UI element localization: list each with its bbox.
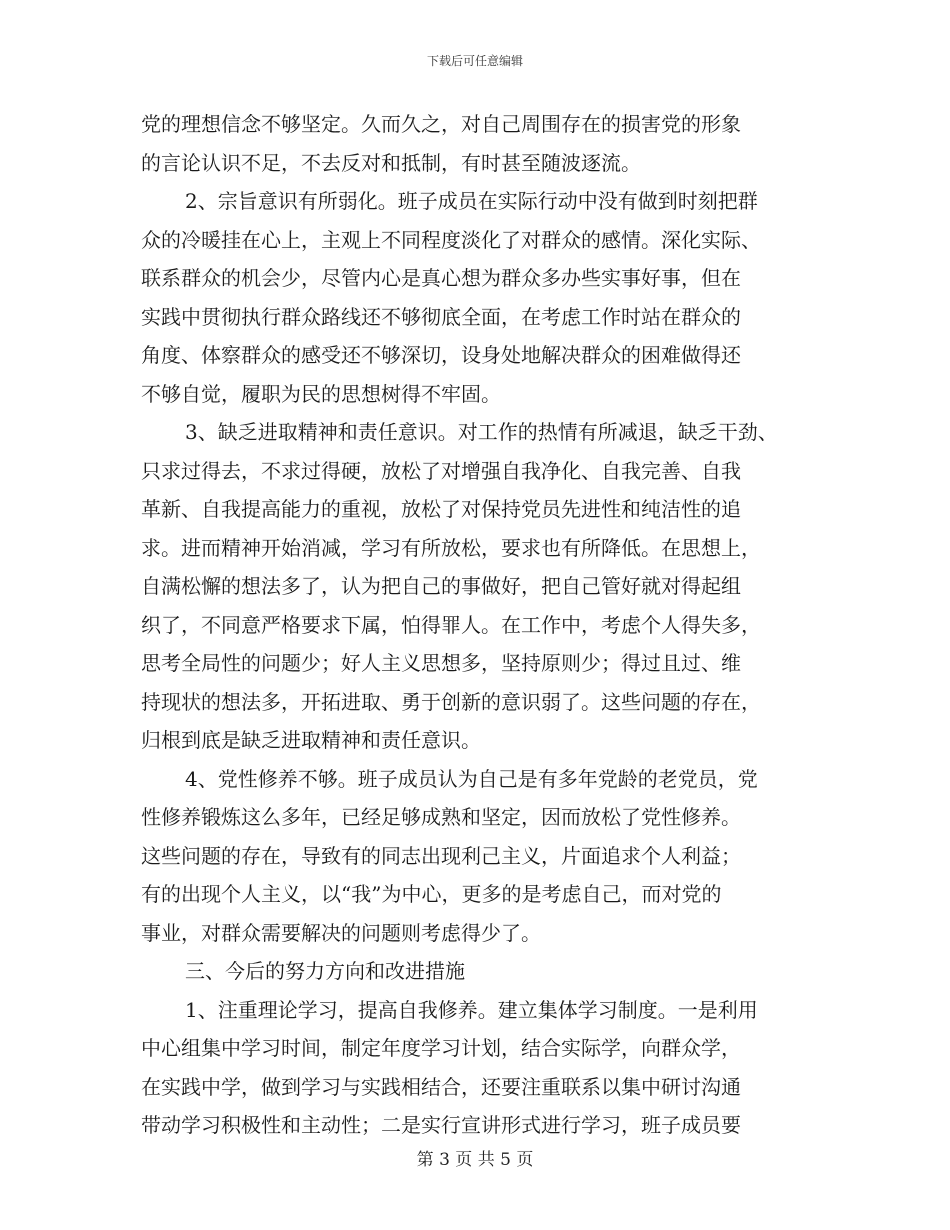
paragraph-start-line: 1、注重理论学习，提高自我修养。建立集体学习制度。一是利用: [185, 997, 758, 1022]
text-line: 中心组集中学习时间，制定年度学习计划，结合实际学，向群众学，: [141, 1036, 741, 1060]
text-line: 革新、自我提高能力的重视，放松了对保持党员先进性和纯洁性的追: [141, 497, 741, 521]
text-line: 有的出现个人主义，以“我”为中心，更多的是考虑自己，而对党的: [141, 882, 722, 906]
text-line: 在实践中学，做到学习与实践相结合，还要注重联系以集中研讨沟通: [141, 1074, 741, 1099]
section-heading: 三、今后的努力方向和改进措施: [185, 959, 465, 983]
paragraph-start-line: 4、党性修养不够。班子成员认为自己是有多年党龄的老党员，党: [185, 766, 758, 791]
text-line: 事业，对群众需要解决的问题则考虑得少了。: [141, 920, 541, 945]
text-line: 只求过得去，不求过得硬，放松了对增强自我净化、自我完善、自我: [141, 458, 741, 483]
page-header: 下载后可任意编辑: [426, 54, 523, 68]
text-line: 性修养锻炼这么多年，已经足够成熟和坚定，因而放松了党性修养。: [141, 805, 741, 829]
text-line: 实践中贯彻执行群众路线还不够彻底全面，在考虑工作时站在群众的: [141, 304, 741, 329]
paragraph-start-line: 3、缺乏进取精神和责任意识。对工作的热情有所减退，缺乏干劲、: [185, 420, 778, 444]
text-line: 归根到底是缺乏进取精神和责任意识。: [141, 728, 481, 752]
text-line: 自满松懈的想法多了，认为把自己的事做好，把自己管好就对得起组: [141, 574, 741, 598]
text-line: 持现状的想法多，开拓进取、勇于创新的意识弱了。这些问题的存在，: [141, 689, 761, 714]
text-line: 这些问题的存在，导致有的同志出现利己主义，片面追求个人利益；: [141, 843, 741, 868]
text-line: 思考全局性的问题少；好人主义思想多，坚持原则少；得过且过、维: [141, 651, 741, 675]
text-line: 角度、体察群众的感受还不够深切，设身处地解决群众的困难做得还: [141, 343, 741, 367]
page-number: 第 3 页 共 5 页: [416, 1150, 534, 1170]
text-line: 众的冷暖挂在心上，主观上不同程度淡化了对群众的感情。深化实际、: [141, 227, 761, 252]
text-line: 党的理想信念不够坚定。久而久之，对自己周围存在的损害党的形象: [141, 112, 741, 136]
text-line: 的言论认识不足，不去反对和抵制，有时甚至随波逐流。: [141, 150, 641, 175]
document-body: [141, 105, 831, 1145]
paragraph-start-line: 2、宗旨意识有所弱化。班子成员在实际行动中没有做到时刻把群: [185, 189, 758, 213]
text-line: 带动学习积极性和主动性；二是实行宣讲形式进行学习，班子成员要: [141, 1113, 741, 1137]
text-line: 不够自觉，履职为民的思想树得不牢固。: [141, 381, 501, 406]
text-line: 联系群众的机会少，尽管内心是真心想为群众多办些实事好事，但在: [141, 266, 741, 290]
text-line: 织了，不同意严格要求下属，怕得罪人。在工作中，考虑个人得失多，: [141, 612, 761, 637]
text-line: 求。进而精神开始消减，学习有所放松，要求也有所降低。在思想上，: [141, 535, 761, 560]
